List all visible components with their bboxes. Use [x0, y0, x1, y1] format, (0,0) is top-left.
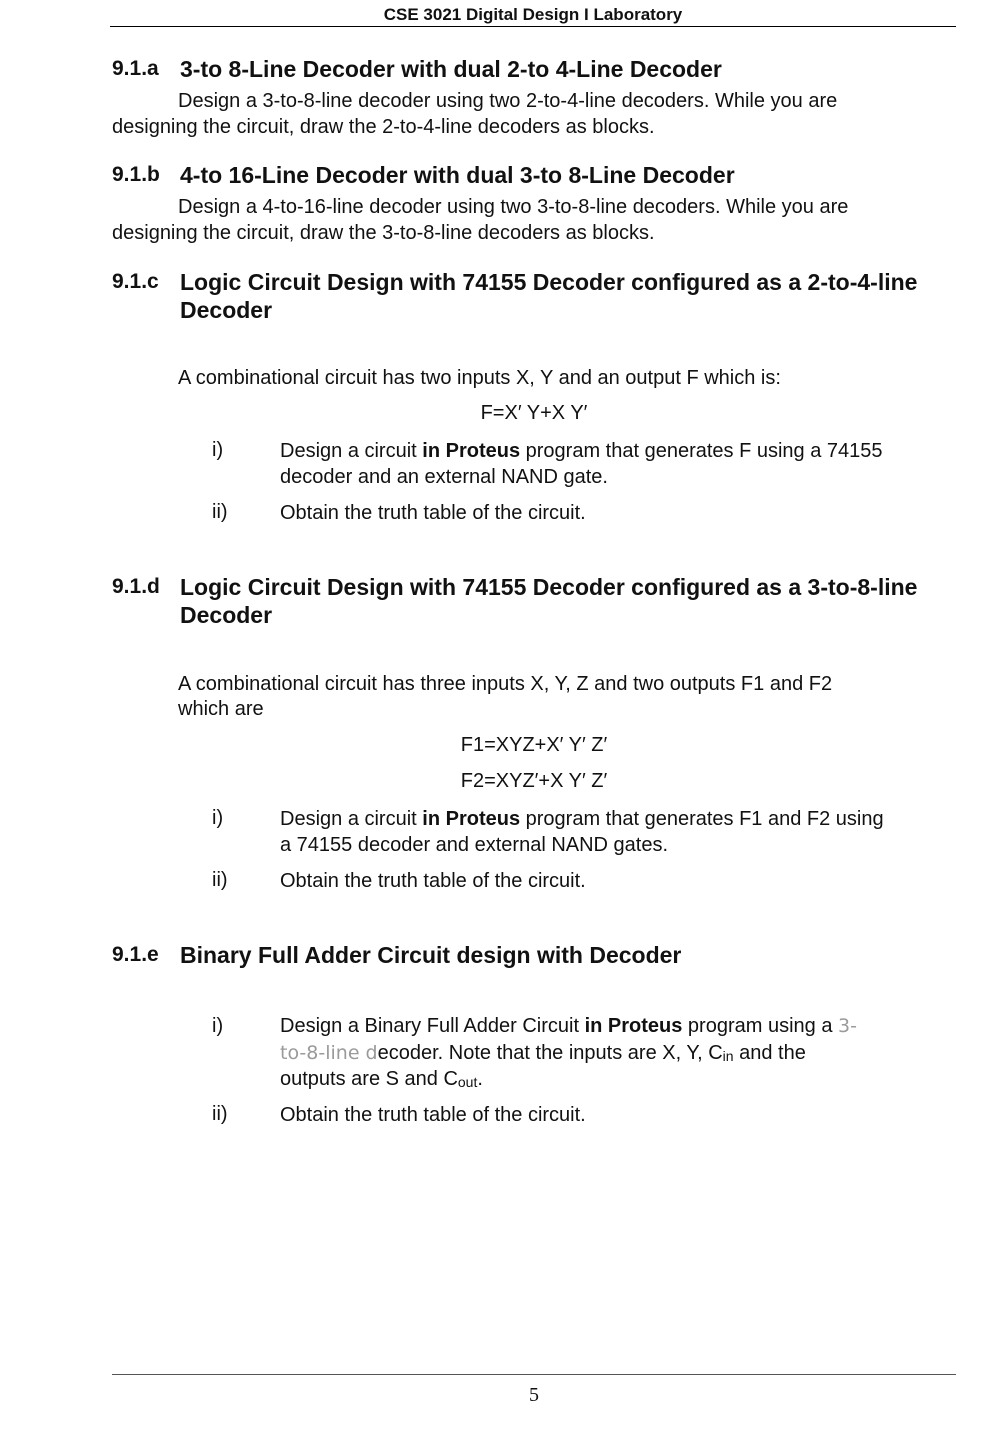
- section-b-number: 9.1.b: [112, 163, 160, 186]
- section-d-item1: Design a circuit in Proteus program that generates F1 and F2 using: [280, 808, 884, 830]
- section-c-title-line2: Decoder: [180, 297, 273, 323]
- section-e-item2: Obtain the truth table of the circuit.: [280, 1104, 586, 1126]
- section-e-item1-number: i): [212, 1015, 224, 1037]
- section-b-title: 4-to 16-Line Decoder with dual 3-to 8-Line Decoder: [180, 162, 735, 188]
- section-d-item2-number: ii): [212, 869, 228, 891]
- section-c-item2: Obtain the truth table of the circuit.: [280, 502, 586, 524]
- section-c-item1-number: i): [212, 439, 224, 461]
- section-d-formula1: F1=XYZ+X′ Y′ Z′: [460, 734, 608, 756]
- section-d-item2: Obtain the truth table of the circuit.: [280, 870, 586, 892]
- section-c-intro: A combinational circuit has two inputs X, Y and an output F which is:: [178, 367, 781, 389]
- section-e-item1-line2: to-8-line decoder. Note that the inputs are X, Y, $C_{in}$ and the: [280, 1042, 806, 1064]
- section-b-body-line1: Design a 4-to-16-line decoder using two 3-to-8-line decoders. While you are: [178, 196, 849, 218]
- section-b-body-line2: designing the circuit, draw the 3-to-8-line decoders as blocks.: [112, 222, 655, 244]
- section-e-title: Binary Full Adder Circuit design with Decoder: [180, 942, 682, 968]
- section-d-number: 9.1.d: [112, 575, 160, 598]
- section-c-formula: F=X′ Y+X Y′: [480, 402, 588, 424]
- section-e-number: 9.1.e: [112, 943, 159, 966]
- section-c-title-line1: Logic Circuit Design with 74155 Decoder configured as a 2-to-4-line: [180, 269, 918, 295]
- section-a-number: 9.1.a: [112, 57, 159, 80]
- section-e-item1-line3: outputs are S and $C_{out}$.: [280, 1068, 483, 1090]
- section-d-title-line1: Logic Circuit Design with 74155 Decoder configured as a 3-to-8-line: [180, 574, 918, 600]
- section-c-item2-number: ii): [212, 501, 228, 523]
- section-e-item2-number: ii): [212, 1103, 228, 1125]
- section-d-intro-line1: A combinational circuit has three inputs X, Y, Z and two outputs F1 and F2: [178, 673, 833, 695]
- section-d-item1-line2: a 74155 decoder and external NAND gates.: [280, 834, 669, 856]
- section-c-number: 9.1.c: [112, 270, 159, 293]
- page-number: 5: [529, 1384, 539, 1406]
- header-rule: [110, 26, 956, 27]
- section-e-item1: Design a Binary Full Adder Circuit in Proteus program using a 3-: [280, 1015, 857, 1037]
- footer-rule: [112, 1374, 956, 1375]
- section-a-body-line1: Design a 3-to-8-line decoder using two 2-to-4-line decoders. While you are: [178, 90, 838, 112]
- section-a-body-line2: designing the circuit, draw the 2-to-4-line decoders as blocks.: [112, 116, 655, 138]
- section-c-item1: Design a circuit in Proteus program that generates F using a 74155: [280, 440, 883, 462]
- section-d-title-line2: Decoder: [180, 602, 273, 628]
- section-d-formula2: F2=XYZ′+X Y′ Z′: [460, 770, 608, 792]
- section-d-item1-number: i): [212, 807, 224, 829]
- section-d-intro-line2: which are: [178, 698, 264, 720]
- section-c-item1-line2: decoder and an external NAND gate.: [280, 466, 608, 488]
- page-header-title: CSE 3021 Digital Design I Laboratory: [383, 5, 683, 24]
- section-a-title: 3-to 8-Line Decoder with dual 2-to 4-Line Decoder: [180, 56, 722, 82]
